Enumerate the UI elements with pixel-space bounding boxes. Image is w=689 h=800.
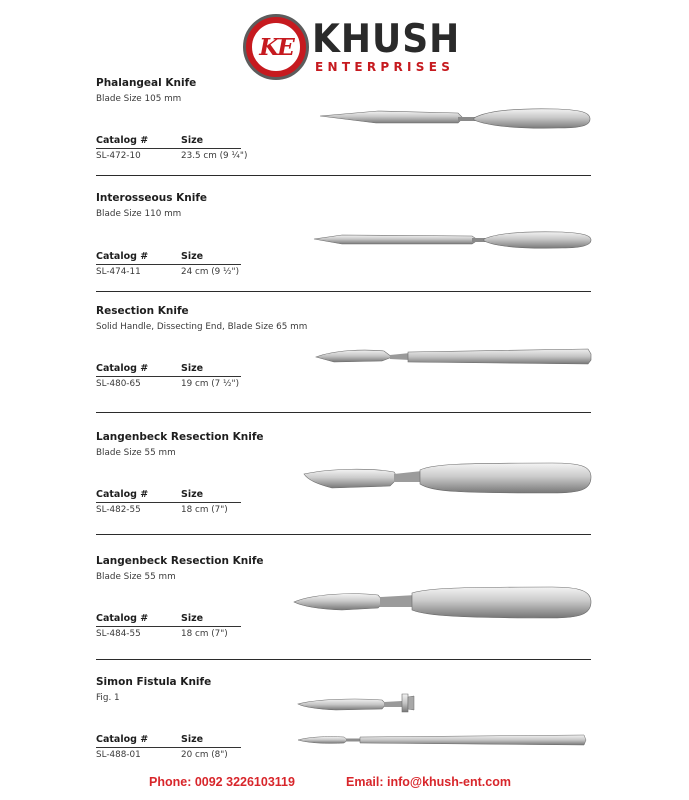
size-header: Size: [181, 251, 204, 262]
catalog-header: Catalog #: [96, 734, 149, 745]
size-header: Size: [181, 613, 204, 624]
catalog-header: Catalog #: [96, 613, 149, 624]
product-name: Simon Fistula Knife: [96, 676, 212, 688]
catalog-number: SL-488-01: [96, 750, 141, 760]
product-description: Fig. 1: [96, 693, 120, 703]
footer-email[interactable]: Email: info@khush-ent.com: [346, 775, 511, 789]
section-divider: [96, 175, 591, 176]
logo-badge: [243, 14, 309, 80]
catalog-number: SL-480-65: [96, 379, 141, 389]
size-value: 24 cm (9 ½"): [181, 267, 240, 277]
size-header: Size: [181, 734, 204, 745]
size-header: Size: [181, 135, 204, 146]
size-value: 23.5 cm (9 ¼"): [181, 151, 248, 161]
phalangeal-knife-image: [318, 104, 594, 134]
product-description: Solid Handle, Dissecting End, Blade Size 65 mm: [96, 322, 308, 332]
size-value: 19 cm (7 ½"): [181, 379, 240, 389]
catalog-number: SL-484-55: [96, 629, 141, 639]
catalog-header: Catalog #: [96, 363, 149, 374]
catalog-number: SL-472-10: [96, 151, 141, 161]
size-value: 20 cm (8"): [181, 750, 228, 760]
interosseous-knife-image: [312, 228, 594, 252]
catalog-header: Catalog #: [96, 251, 149, 262]
catalog-header: Catalog #: [96, 135, 149, 146]
logo-company-subtitle: ENTERPRISES: [315, 60, 455, 74]
product-name: Langenbeck Resection Knife: [96, 555, 264, 567]
logo-monogram: KE: [259, 33, 293, 61]
resection-knife-image: [314, 344, 594, 368]
table-header-rule: [96, 148, 241, 149]
table-header-rule: [96, 264, 241, 265]
product-name: Langenbeck Resection Knife: [96, 431, 264, 443]
simon-fistula-knife-detail-image: [296, 692, 416, 714]
product-name: Phalangeal Knife: [96, 77, 197, 89]
product-description: Blade Size 55 mm: [96, 572, 176, 582]
logo-company-name: KHUSH: [312, 17, 461, 62]
product-name: Interosseous Knife: [96, 192, 208, 204]
catalog-header: Catalog #: [96, 489, 149, 500]
size-value: 18 cm (7"): [181, 629, 228, 639]
footer-phone[interactable]: Phone: 0092 3226103119: [149, 775, 295, 789]
catalog-number: SL-474-11: [96, 267, 141, 277]
section-divider: [96, 291, 591, 292]
table-header-rule: [96, 747, 241, 748]
simon-fistula-knife-image: [296, 732, 588, 748]
langenbeck-resection-knife-image: [292, 584, 594, 624]
section-divider: [96, 534, 591, 535]
catalog-number: SL-482-55: [96, 505, 141, 515]
langenbeck-resection-knife-image: [302, 460, 594, 500]
size-value: 18 cm (7"): [181, 505, 228, 515]
section-divider: [96, 412, 591, 413]
section-divider: [96, 659, 591, 660]
size-header: Size: [181, 489, 204, 500]
table-header-rule: [96, 376, 241, 377]
product-description: Blade Size 55 mm: [96, 448, 176, 458]
product-name: Resection Knife: [96, 305, 189, 317]
table-header-rule: [96, 502, 241, 503]
product-description: Blade Size 110 mm: [96, 209, 182, 219]
product-description: Blade Size 105 mm: [96, 94, 182, 104]
brand-logo: [243, 14, 461, 80]
size-header: Size: [181, 363, 204, 374]
table-header-rule: [96, 626, 241, 627]
